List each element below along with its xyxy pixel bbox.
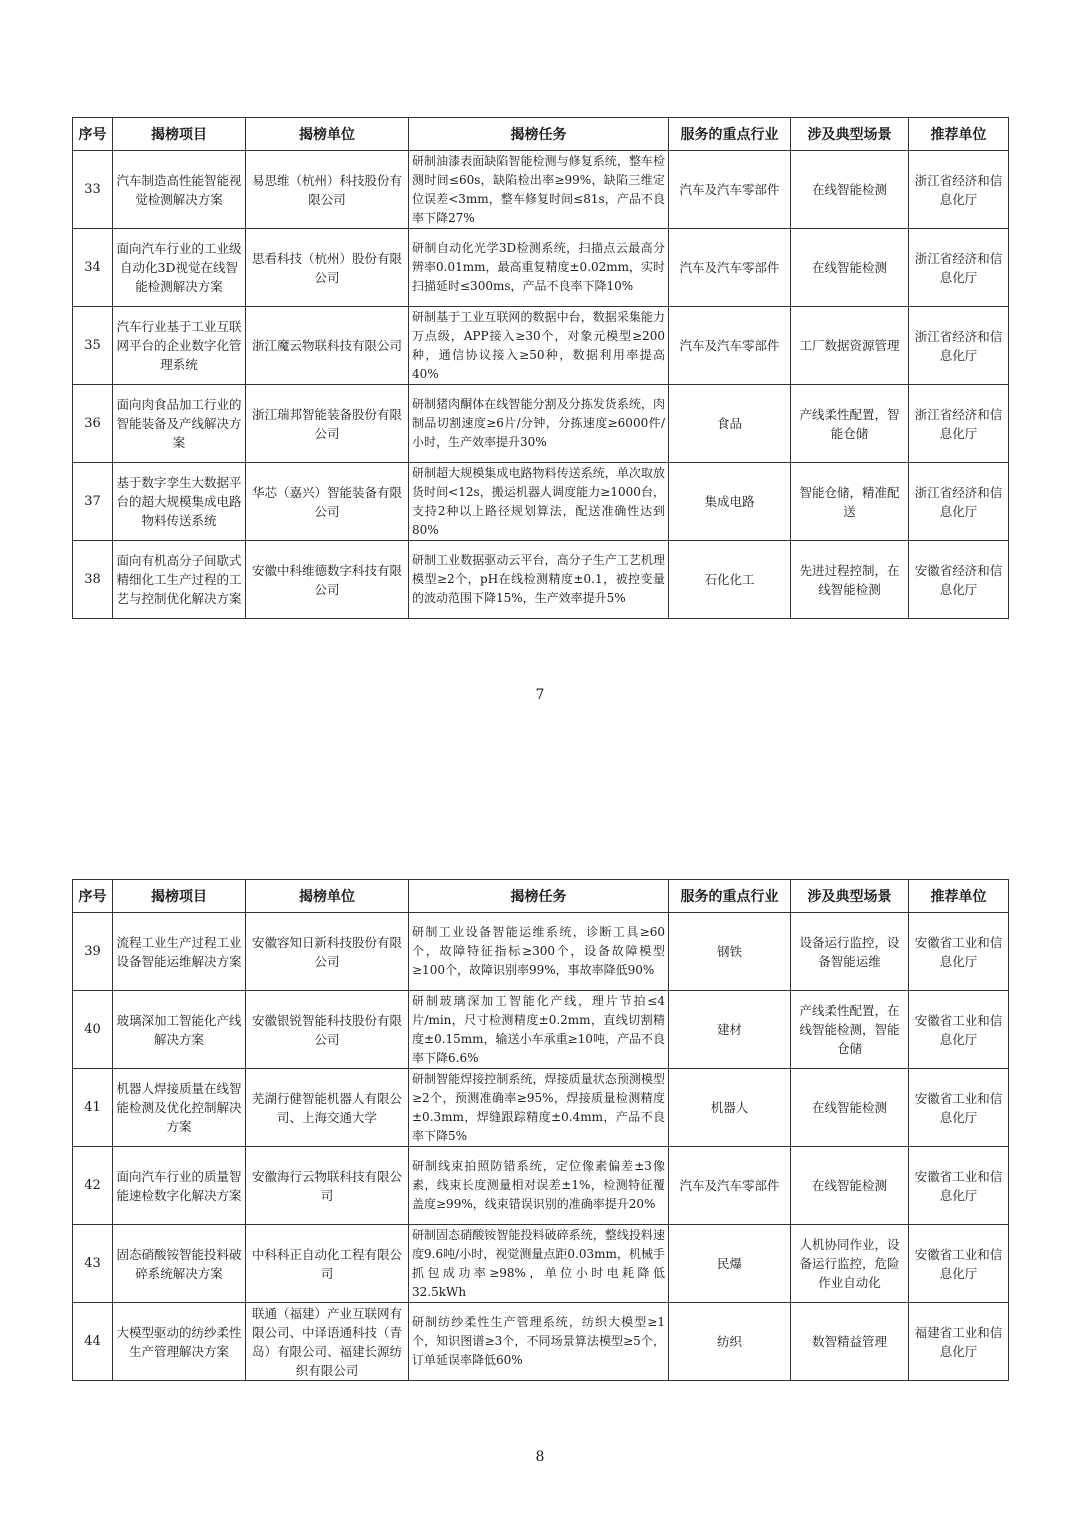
- table-row: [73, 991, 1009, 1069]
- row-unit: 安徽中科维德数字科技有限公司: [246, 541, 409, 619]
- header-project: 揭榜项目: [113, 118, 246, 151]
- row-recommender: 安徽省经济和信息化厅: [909, 541, 1009, 619]
- header-task: 揭榜任务: [409, 880, 669, 913]
- header-serial: 序号: [73, 880, 113, 913]
- row-recommender: 浙江省经济和信息化厅: [909, 151, 1009, 229]
- page-number: 8: [535, 1449, 545, 1465]
- row-unit: 安徽银锐智能科技股份有限公司: [246, 991, 409, 1069]
- row-recommender: 安徽省工业和信息化厅: [909, 1225, 1009, 1303]
- row-industry: 食品: [669, 385, 791, 463]
- row-industry: 机器人: [669, 1069, 791, 1147]
- row-recommender: 浙江省经济和信息化厅: [909, 307, 1009, 385]
- row-scene: 智能仓储，精准配送: [791, 463, 909, 541]
- row-task: 研制自动化光学3D检测系统，扫描点云最高分辨率0.01mm，最高重复精度±0.02mm，实时扫描延时≤300ms，产品不良率下降10%: [409, 229, 669, 307]
- header-scene: 涉及典型场景: [791, 880, 909, 913]
- row-task: 研制超大规模集成电路物料传送系统，单次取放货时间<12s，搬运机器人调度能力≥1000台，支持2种以上路径规划算法，配送准确性达到80%: [409, 463, 669, 541]
- row-unit: 联通（福建）产业互联网有限公司、中译语通科技（青岛）有限公司、福建长源纺织有限公司: [246, 1303, 409, 1381]
- row-project: 玻璃深加工智能化产线解决方案: [113, 991, 246, 1069]
- row-serial: 39: [73, 913, 113, 991]
- row-unit: 浙江魔云物联科技有限公司: [246, 307, 409, 385]
- row-unit: 华芯（嘉兴）智能装备有限公司: [246, 463, 409, 541]
- row-unit: 安徽海行云物联科技有限公司: [246, 1147, 409, 1225]
- row-task: 研制基于工业互联网的数据中台，数据采集能力万点级，APP接入≥30个，对象元模型≥200种，通信协议接入≥50种，数据利用率提高40%: [409, 307, 669, 385]
- row-task: 研制线束拍照防错系统，定位像素偏差±3像素，线束长度测量相对误差±1%，检测特征覆盖度≥99%，线束错误识别的准确率提升20%: [409, 1147, 669, 1225]
- row-project: 面向汽车行业的工业级自动化3D视觉在线智能检测解决方案: [113, 229, 246, 307]
- row-recommender: 安徽省工业和信息化厅: [909, 991, 1009, 1069]
- row-recommender: 安徽省工业和信息化厅: [909, 913, 1009, 991]
- row-recommender: 安徽省工业和信息化厅: [909, 1069, 1009, 1147]
- row-industry: 汽车及汽车零部件: [669, 229, 791, 307]
- row-unit: 安徽容知日新科技股份有限公司: [246, 913, 409, 991]
- document-page-8: [0, 760, 1080, 1526]
- row-scene: 工厂数据资源管理: [791, 307, 909, 385]
- table-header-row: [73, 118, 1009, 151]
- row-serial: 33: [73, 151, 113, 229]
- row-industry: 民爆: [669, 1225, 791, 1303]
- row-unit: 中科科正自动化工程有限公司: [246, 1225, 409, 1303]
- row-industry: 汽车及汽车零部件: [669, 307, 791, 385]
- header-industry: 服务的重点行业: [669, 880, 791, 913]
- table-row: [73, 307, 1009, 385]
- table-row: [73, 1147, 1009, 1225]
- row-scene: 设备运行监控，设备智能运维: [791, 913, 909, 991]
- row-task: 研制纺纱柔性生产管理系统，纺织大模型≥1个，知识图谱≥3个，不同场景算法模型≥5个，订单延误率降低60%: [409, 1303, 669, 1381]
- row-unit: 易思维（杭州）科技股份有限公司: [246, 151, 409, 229]
- header-scene: 涉及典型场景: [791, 118, 909, 151]
- row-unit: 浙江瑞邦智能装备股份有限公司: [246, 385, 409, 463]
- row-recommender: 福建省工业和信息化厅: [909, 1303, 1009, 1381]
- table-row: [73, 913, 1009, 991]
- row-scene: 在线智能检测: [791, 1147, 909, 1225]
- table-row: [73, 1303, 1009, 1381]
- row-industry: 汽车及汽车零部件: [669, 151, 791, 229]
- row-unit: 思看科技（杭州）股份有限公司: [246, 229, 409, 307]
- row-industry: 集成电路: [669, 463, 791, 541]
- header-industry: 服务的重点行业: [669, 118, 791, 151]
- row-project: 基于数字孪生大数据平台的超大规模集成电路物料传送系统: [113, 463, 246, 541]
- row-scene: 先进过程控制，在线智能检测: [791, 541, 909, 619]
- row-recommender: 浙江省经济和信息化厅: [909, 385, 1009, 463]
- row-serial: 36: [73, 385, 113, 463]
- row-scene: 产线柔性配置，智能仓储: [791, 385, 909, 463]
- row-unit: 芜湖行健智能机器人有限公司、上海交通大学: [246, 1069, 409, 1147]
- row-serial: 38: [73, 541, 113, 619]
- page-number: 7: [535, 687, 545, 703]
- row-scene: 数智精益管理: [791, 1303, 909, 1381]
- header-serial: 序号: [73, 118, 113, 151]
- header-unit: 揭榜单位: [246, 118, 409, 151]
- table-header-row: [73, 880, 1009, 913]
- row-project: 面向有机高分子间歇式精细化工生产过程的工艺与控制优化解决方案: [113, 541, 246, 619]
- row-recommender: 浙江省经济和信息化厅: [909, 463, 1009, 541]
- row-scene: 人机协同作业，设备运行监控，危险作业自动化: [791, 1225, 909, 1303]
- row-serial: 37: [73, 463, 113, 541]
- row-scene: 产线柔性配置，在线智能检测，智能仓储: [791, 991, 909, 1069]
- row-industry: 建材: [669, 991, 791, 1069]
- table-row: [73, 463, 1009, 541]
- header-recommender: 推荐单位: [909, 880, 1009, 913]
- row-industry: 钢铁: [669, 913, 791, 991]
- header-task: 揭榜任务: [409, 118, 669, 151]
- project-table: [72, 879, 1009, 1381]
- header-recommender: 推荐单位: [909, 118, 1009, 151]
- row-industry: 汽车及汽车零部件: [669, 1147, 791, 1225]
- row-serial: 41: [73, 1069, 113, 1147]
- header-unit: 揭榜单位: [246, 880, 409, 913]
- table-row: [73, 1069, 1009, 1147]
- table-row: [73, 229, 1009, 307]
- row-industry: 纺织: [669, 1303, 791, 1381]
- row-serial: 40: [73, 991, 113, 1069]
- row-task: 研制猪肉酮体在线智能分割及分拣发货系统，肉制品切割速度≥6片/分钟，分拣速度≥6000件/小时，生产效率提升30%: [409, 385, 669, 463]
- row-serial: 34: [73, 229, 113, 307]
- row-recommender: 浙江省经济和信息化厅: [909, 229, 1009, 307]
- row-task: 研制固态硝酸铵智能投料破碎系统，整线投料速度9.6吨/小时，视觉测量点距0.03mm，机械手抓包成功率≥98%，单位小时电耗降低32.5kWh: [409, 1225, 669, 1303]
- row-serial: 43: [73, 1225, 113, 1303]
- row-scene: 在线智能检测: [791, 1069, 909, 1147]
- row-serial: 44: [73, 1303, 113, 1381]
- row-task: 研制玻璃深加工智能化产线，理片节拍≤4片/min，尺寸检测精度±0.2mm，直线切割精度±0.15mm，输送小车承重≥10吨，产品不良率下降6.6%: [409, 991, 669, 1069]
- document-page-7: [0, 0, 1080, 760]
- row-project: 固态硝酸铵智能投料破碎系统解决方案: [113, 1225, 246, 1303]
- row-project: 汽车制造高性能智能视觉检测解决方案: [113, 151, 246, 229]
- row-recommender: 安徽省工业和信息化厅: [909, 1147, 1009, 1225]
- row-task: 研制工业设备智能运维系统，诊断工具≥60个，故障特征指标≥300个，设备故障模型≥100个，故障识别率99%，事故率降低90%: [409, 913, 669, 991]
- project-table: [72, 117, 1009, 619]
- table-row: [73, 541, 1009, 619]
- row-scene: 在线智能检测: [791, 229, 909, 307]
- row-task: 研制工业数据驱动云平台，高分子生产工艺机理模型≥2个，pH在线检测精度±0.1，被控变量的波动范围下降15%，生产效率提升5%: [409, 541, 669, 619]
- row-industry: 石化化工: [669, 541, 791, 619]
- row-project: 面向汽车行业的质量智能速检数字化解决方案: [113, 1147, 246, 1225]
- row-scene: 在线智能检测: [791, 151, 909, 229]
- table-row: [73, 1225, 1009, 1303]
- row-project: 机器人焊接质量在线智能检测及优化控制解决方案: [113, 1069, 246, 1147]
- table-row: [73, 151, 1009, 229]
- table-row: [73, 385, 1009, 463]
- row-project: 面向肉食品加工行业的智能装备及产线解决方案: [113, 385, 246, 463]
- row-serial: 35: [73, 307, 113, 385]
- header-project: 揭榜项目: [113, 880, 246, 913]
- row-project: 大模型驱动的纺纱柔性生产管理解决方案: [113, 1303, 246, 1381]
- row-project: 汽车行业基于工业互联网平台的企业数字化管理系统: [113, 307, 246, 385]
- row-task: 研制油漆表面缺陷智能检测与修复系统，整车检测时间≤60s，缺陷检出率≥99%，缺陷三维定位误差<3mm，整车修复时间≤81s，产品不良率下降27%: [409, 151, 669, 229]
- row-task: 研制智能焊接控制系统，焊接质量状态预测模型≥2个，预测准确率≥95%，焊接质量检测精度±0.3mm，焊缝跟踪精度±0.4mm，产品不良率下降5%: [409, 1069, 669, 1147]
- row-project: 流程工业生产过程工业设备智能运维解决方案: [113, 913, 246, 991]
- row-serial: 42: [73, 1147, 113, 1225]
